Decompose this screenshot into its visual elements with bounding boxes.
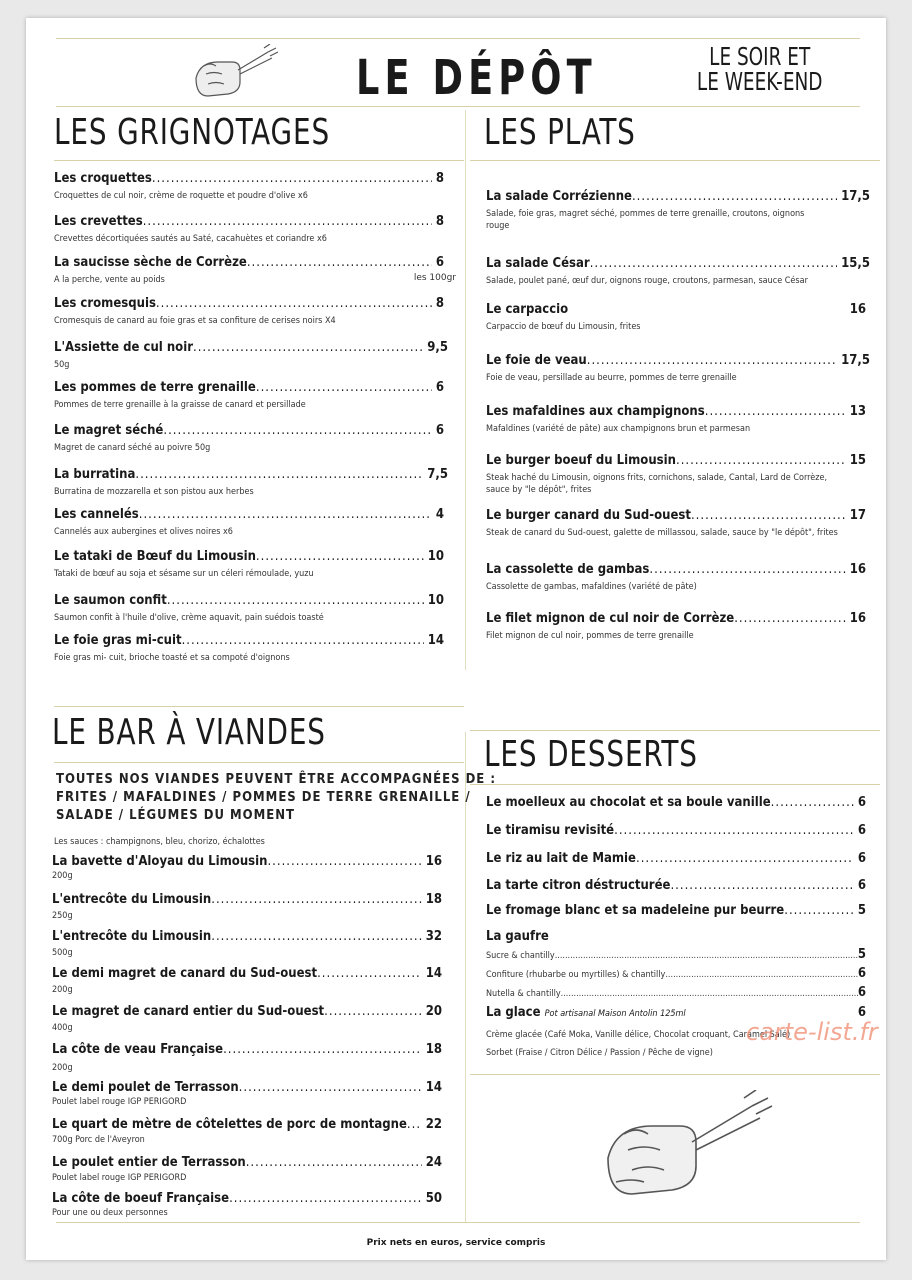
menu-item xyxy=(54,549,444,580)
item-desc: Pour une ou deux personnes xyxy=(52,1208,168,1218)
item-price: 10 xyxy=(427,549,444,564)
item-desc: 50g xyxy=(54,360,70,370)
item-price: 9,5 xyxy=(427,340,448,355)
menu-item xyxy=(54,633,444,664)
item-desc: 400g xyxy=(52,1023,73,1033)
item-price: 6 xyxy=(857,878,866,893)
item-name: La salade César xyxy=(486,256,590,271)
item-price: 32 xyxy=(425,929,442,944)
item-name: Le demi poulet de Terrasson xyxy=(52,1080,239,1095)
item-name: La burratina xyxy=(54,467,136,482)
item-desc: 700g Porc de l'Aveyron xyxy=(52,1135,145,1145)
glace-line2: Sorbet (Fraise / Citron Délice / Passion / Pêche de vigne) xyxy=(486,1048,713,1058)
menu-item xyxy=(52,1191,442,1219)
item-price: 7,5 xyxy=(427,467,448,482)
item-name: Les cannelés xyxy=(54,507,139,522)
item-note: les 100gr xyxy=(413,273,456,283)
menu-item xyxy=(52,929,442,959)
item-name: Le tataki de Bœuf du Limousin xyxy=(54,549,256,564)
fist-fork-icon xyxy=(596,1090,776,1202)
item-name: Le demi magret de canard du Sud-ouest xyxy=(52,966,318,981)
menu-item xyxy=(54,296,444,327)
section-rule xyxy=(54,762,464,763)
item-desc: Mafaldines (variété de pâte) aux champignons brun et parmesan xyxy=(486,424,751,434)
item-name: Le fromage blanc et sa madeleine pur beurre xyxy=(486,903,785,918)
item-name: La glace xyxy=(486,1005,541,1020)
item-price: 16 xyxy=(849,562,866,577)
item-name: Le poulet entier de Terrasson xyxy=(52,1155,246,1170)
menu-item xyxy=(52,1080,442,1108)
item-price: 17 xyxy=(849,508,866,523)
item-desc: A la perche, vente au poids xyxy=(54,275,165,285)
item-name: L'Assiette de cul noir xyxy=(54,340,193,355)
menu-item xyxy=(486,453,866,496)
item-price: 8 xyxy=(435,296,444,311)
item-name: La tarte citron déstructurée xyxy=(486,878,671,893)
item-price: 20 xyxy=(425,1004,442,1019)
item-price: 8 xyxy=(435,214,444,229)
item-price: 17,5 xyxy=(841,189,870,204)
menu-item xyxy=(52,1042,442,1074)
item-price: 18 xyxy=(425,1042,442,1057)
column-divider xyxy=(465,110,466,670)
menu-item xyxy=(486,611,866,642)
menu-item xyxy=(52,892,442,922)
item-name: La salade Corrézienne xyxy=(486,189,632,204)
item-name: Le moelleux au chocolat et sa boule vanille xyxy=(486,795,771,810)
gaufre-option xyxy=(486,965,866,984)
item-name: Le burger canard du Sud-ouest xyxy=(486,508,691,523)
section-title-plats: LES PLATS xyxy=(484,112,636,153)
item-name: Le carpaccio xyxy=(486,302,569,317)
section-rule xyxy=(470,160,880,161)
menu-item xyxy=(54,255,456,286)
item-price: 14 xyxy=(425,1080,442,1095)
item-price: 6 xyxy=(435,255,444,270)
gaufre-option xyxy=(486,984,866,1003)
menu-item xyxy=(486,878,866,894)
item-name: Les crevettes xyxy=(54,214,143,229)
item-desc: Saumon confit à l'huile d'olive, crème aquavit, pain suédois toasté xyxy=(54,613,324,623)
menu-item xyxy=(54,507,444,538)
item-price: 5 xyxy=(857,903,866,918)
item-price: 15 xyxy=(849,453,866,468)
bar-intro-line2: FRITES / MAFALDINES / POMMES DE TERRE GRENAILLE / xyxy=(56,790,471,805)
item-name: Le quart de mètre de côtelettes de porc de montagne xyxy=(52,1117,407,1132)
item-name: Le magret séché xyxy=(54,423,164,438)
option-price: 6 xyxy=(857,985,866,1000)
item-desc: Foie de veau, persillade au beurre, pommes de terre grenaille xyxy=(486,373,737,383)
glace-line1: Crème glacée (Café Moka, Vanille délice, Chocolat croquant, Caramel Salé) xyxy=(486,1030,791,1040)
item-name: La bavette d'Aloyau du Limousin xyxy=(52,854,268,869)
item-price: 16 xyxy=(849,611,866,626)
menu-item xyxy=(54,593,444,624)
menu-item xyxy=(52,1155,442,1184)
item-name: Les pommes de terre grenaille xyxy=(54,380,256,395)
section-title-desserts: LES DESSERTS xyxy=(484,734,698,775)
item-desc: Pommes de terre grenaille à la graisse de canard et persillade xyxy=(54,400,306,410)
menu-item xyxy=(486,851,866,867)
item-name: La saucisse sèche de Corrèze xyxy=(54,255,247,270)
item-price: 24 xyxy=(425,1155,442,1170)
menu-item xyxy=(54,214,444,245)
item-name: La cassolette de gambas xyxy=(486,562,650,577)
menu-item xyxy=(52,966,442,996)
item-name: Le tiramisu revisité xyxy=(486,823,615,838)
item-price: 6 xyxy=(857,823,866,838)
section-rule xyxy=(470,730,880,731)
option-label: Confiture (rhubarbe ou myrtilles) & chantilly xyxy=(486,970,666,980)
menu-item xyxy=(54,467,448,498)
item-note: Pot artisanal Maison Antolin 125ml xyxy=(544,1009,686,1019)
item-desc: Cannelés aux aubergines et olives noires x6 xyxy=(54,527,233,537)
option-label: Sucre & chantilly xyxy=(486,951,555,961)
item-desc: Croquettes de cul noir, crème de roquette et poudre d'olive x6 xyxy=(54,191,308,201)
item-desc: Filet mignon de cul noir, pommes de terre grenaille xyxy=(486,631,694,641)
section-title-bar: LE BAR À VIANDES xyxy=(52,712,326,753)
top-rule xyxy=(56,38,860,39)
section-rule xyxy=(470,1074,880,1075)
item-desc: Poulet label rouge IGP PERIGORD xyxy=(52,1173,187,1183)
item-desc: Cromesquis de canard au foie gras et sa confiture de cerises noirs X4 xyxy=(54,316,336,326)
menu-item xyxy=(486,256,870,287)
menu-item xyxy=(486,302,866,333)
item-price: 6 xyxy=(857,1005,866,1020)
item-name: Les cromesquis xyxy=(54,296,156,311)
menu-item-gaufre xyxy=(486,929,866,1003)
item-name: Le foie de veau xyxy=(486,353,587,368)
item-desc: Burratina de mozzarella et son pistou aux herbes xyxy=(54,487,254,497)
option-price: 6 xyxy=(857,966,866,981)
item-desc: 200g xyxy=(52,985,73,995)
item-price: 14 xyxy=(425,966,442,981)
restaurant-title: LE DÉPÔT xyxy=(356,50,597,106)
item-desc: Foie gras mi- cuit, brioche toasté et sa compoté d'oignons xyxy=(54,653,290,663)
bar-intro-line1: TOUTES NOS VIANDES PEUVENT ÊTRE ACCOMPAGNÉES DE : xyxy=(56,772,497,787)
item-desc: Tataki de bœuf au soja et sésame sur un céleri rémoulade, yuzu xyxy=(54,569,314,579)
service-hours xyxy=(690,44,829,94)
item-desc: 200g xyxy=(52,1063,73,1073)
item-desc: 250g xyxy=(52,911,73,921)
footer-note: Prix nets en euros, service compris xyxy=(366,1238,546,1248)
item-price: 16 xyxy=(425,854,442,869)
item-desc: Magret de canard séché au poivre 50g xyxy=(54,443,211,453)
item-name: Le magret de canard entier du Sud-ouest xyxy=(52,1004,325,1019)
watermark: carte-list.fr xyxy=(746,1018,878,1046)
item-price: 50 xyxy=(425,1191,442,1206)
item-name: Le saumon confit xyxy=(54,593,167,608)
item-price: 6 xyxy=(435,380,444,395)
item-desc: Steak de canard du Sud-ouest, galette de millassou, salade, sauce by "le dépôt", frites xyxy=(486,528,838,538)
section-rule xyxy=(54,706,464,707)
item-desc: Cassolette de gambas, mafaldines (variété de pâte) xyxy=(486,582,697,592)
item-price: 15,5 xyxy=(841,256,870,271)
item-desc: Poulet label rouge IGP PERIGORD xyxy=(52,1097,187,1107)
section-rule xyxy=(54,160,464,161)
item-name: L'entrecôte du Limousin xyxy=(52,892,212,907)
subtitle-line1: LE SOIR ET xyxy=(709,42,811,71)
item-price: 4 xyxy=(435,507,444,522)
bar-intro-line3: SALADE / LÉGUMES DU MOMENT xyxy=(56,808,296,823)
menu-item xyxy=(54,340,448,371)
item-desc: 200g xyxy=(52,871,73,881)
menu-item xyxy=(52,1117,442,1146)
item-desc: Crevettes décortiquées sautés au Saté, cacahuètes et coriandre x6 xyxy=(54,234,327,244)
fist-fork-icon xyxy=(190,44,280,100)
item-price: 8 xyxy=(435,171,444,186)
item-price: 13 xyxy=(849,404,866,419)
item-desc: Steak haché du Limousin, oignons frits, cornichons, salade, Cantal, Lard de Corrèze, sauce by "le dépôt", frites xyxy=(486,473,828,495)
menu-item xyxy=(52,854,442,882)
item-name: La côte de boeuf Française xyxy=(52,1191,230,1206)
item-desc: Carpaccio de bœuf du Limousin, frites xyxy=(486,322,641,332)
menu-item xyxy=(54,171,444,202)
gaufre-option xyxy=(486,946,866,965)
item-price: 22 xyxy=(425,1117,442,1132)
menu-item xyxy=(486,823,866,839)
menu-item xyxy=(486,562,866,593)
item-price: 18 xyxy=(425,892,442,907)
menu-item xyxy=(54,423,444,454)
menu-item xyxy=(486,189,870,232)
sauces-list: Les sauces : champignons, bleu, chorizo, échalottes xyxy=(54,837,265,847)
section-title-grignotages: LES GRIGNOTAGES xyxy=(54,112,331,153)
item-price: 6 xyxy=(857,851,866,866)
item-name: Les croquettes xyxy=(54,171,152,186)
item-name: Le riz au lait de Mamie xyxy=(486,851,636,866)
menu-item xyxy=(486,404,866,435)
option-price: 5 xyxy=(857,947,866,962)
item-price: 6 xyxy=(435,423,444,438)
menu-item xyxy=(486,508,866,539)
item-name: Le foie gras mi-cuit xyxy=(54,633,182,648)
option-label: Nutella & chantilly xyxy=(486,989,561,999)
item-price: 14 xyxy=(427,633,444,648)
item-name: La gaufre xyxy=(486,929,549,944)
header-rule xyxy=(56,106,860,107)
item-name: Les mafaldines aux champignons xyxy=(486,404,705,419)
item-desc: Salade, poulet pané, œuf dur, oignons rouge, croutons, parmesan, sauce César xyxy=(486,276,808,286)
section-rule xyxy=(470,784,880,785)
item-name: L'entrecôte du Limousin xyxy=(52,929,212,944)
menu-item xyxy=(486,903,866,919)
item-desc: Salade, foie gras, magret séché, pommes de terre grenaille, croutons, oignons rouge xyxy=(486,209,805,231)
item-name: Le filet mignon de cul noir de Corrèze xyxy=(486,611,735,626)
menu-item xyxy=(52,1004,442,1034)
menu-item xyxy=(54,380,444,411)
item-price: 17,5 xyxy=(841,353,870,368)
item-name: Le burger boeuf du Limousin xyxy=(486,453,676,468)
subtitle-line2: LE WEEK-END xyxy=(696,67,823,96)
menu-item xyxy=(486,353,870,384)
bottom-rule xyxy=(56,1222,860,1223)
menu-item xyxy=(486,795,866,811)
item-desc: 500g xyxy=(52,948,73,958)
bar-intro xyxy=(56,771,496,825)
item-price: 16 xyxy=(849,302,866,317)
item-price: 6 xyxy=(857,795,866,810)
item-name: La côte de veau Française xyxy=(52,1042,224,1057)
item-price: 10 xyxy=(427,593,444,608)
